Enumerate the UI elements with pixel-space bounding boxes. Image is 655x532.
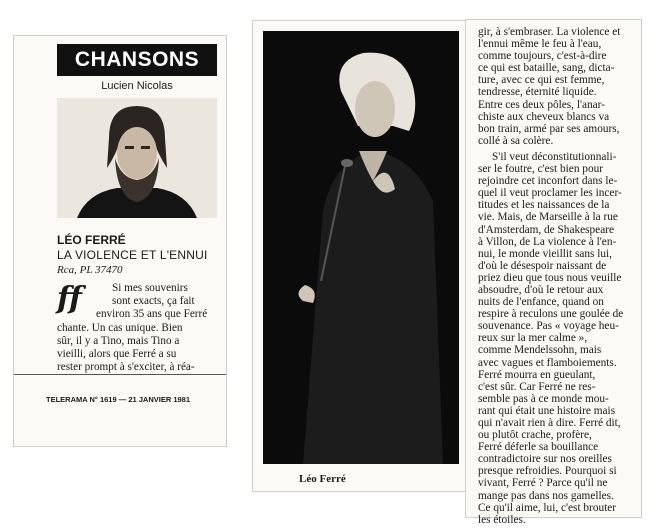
article-line: rant qui était une histoire mais <box>478 404 616 417</box>
review-line: environ 35 ans que Ferré <box>96 308 208 321</box>
rating-mark: ff <box>57 281 82 316</box>
article-line: qui n'avait rien à dire. Ferré dit, <box>478 417 621 429</box>
article-column <box>478 26 636 526</box>
photo-clipping <box>253 21 468 491</box>
article-line: ce qui est bataille, sang, dicta- <box>478 62 615 75</box>
article-line: semble pas à ce monde mou- <box>478 392 609 405</box>
article-line: vie. Mais, de Marseille à la rue <box>478 211 618 224</box>
article-line: titudes et les naissances de la <box>478 199 610 212</box>
article-line: comme Mendelssohn, mais <box>478 344 602 357</box>
article-line: nuits de l'enfance, quand on <box>478 296 604 309</box>
article-line: rejoindre cet inconfort dans le- <box>478 175 618 188</box>
section-title: CHANSONS <box>57 44 217 76</box>
artist-name: LÉO FERRÉ <box>57 233 126 247</box>
album-title: LA VIOLENCE ET L'ENNUI <box>57 248 208 262</box>
article-line: tendresse, éternité liquide. <box>478 86 597 99</box>
article-line: avec vagues et flamboiements. <box>478 356 617 369</box>
article-line: ser le foutre, c'est bien pour <box>478 163 603 176</box>
article-line: gir, à s'embraser. La violence et <box>478 26 621 38</box>
article-line: absoudre, d'où le retour aux <box>478 283 604 296</box>
singer-photo-icon <box>263 31 459 464</box>
article-line: à Villon, de La violence à l'en- <box>478 235 617 248</box>
article-line: S'il veut déconstitutionnali- <box>492 150 617 163</box>
article-line: mange pas dans nos gamelles. <box>478 489 614 502</box>
review-line: rester prompt à s'exciter, à réa- <box>57 361 195 374</box>
article-line: ou plutôt crache, profère, <box>478 429 592 442</box>
review-line: sont exacts, ça fait <box>112 295 195 308</box>
singer-photo <box>263 31 459 464</box>
portrait-photo-icon <box>57 98 217 218</box>
article-line: contradictoire sur nos oreilles <box>478 453 612 466</box>
article-line: collé à sa colère. <box>478 134 554 147</box>
review-text <box>57 282 220 374</box>
article-line: nui, le monde vieillit sans lui, <box>478 247 612 260</box>
review-line: sûr, il y a Tino, mais Tino a <box>57 334 180 347</box>
article-line: presque refroidies. Pourquoi si <box>478 465 617 478</box>
divider <box>14 374 226 375</box>
article-line: priez dieu que tous nous veuille <box>478 271 622 284</box>
article-line: chiste aux cheveux blancs va <box>478 110 610 123</box>
article-line: comme toujours, c'est-à-dire <box>478 50 607 63</box>
review-clipping <box>14 36 226 446</box>
article-line: l'ennui même le feu à l'eau, <box>478 38 602 51</box>
record-reference: Rca, PL 37470 <box>57 264 123 276</box>
article-line: Ferré déferle sa bouillance <box>478 441 599 454</box>
critic-portrait <box>57 98 217 218</box>
article-line: les étoiles. <box>478 513 526 526</box>
article-line: souvenance. Pas « voyage heu- <box>478 320 619 333</box>
article-line: Ce qu'il aime, lui, c'est brouter <box>478 501 617 514</box>
review-line: vieilli, alors que Ferré a su <box>57 348 177 361</box>
article-line: Entre ces deux pôles, l'anar- <box>478 98 605 111</box>
review-line: Si mes souvenirs <box>112 282 188 294</box>
article-line: vivant, Ferré ? Parce qu'il ne <box>478 477 608 490</box>
article-line: Ferré mourra en gueulant, <box>478 368 596 381</box>
article-line: ture, avec ce qui est femme, <box>478 74 605 87</box>
article-line: quel il veut proclamer les incer- <box>478 187 622 200</box>
source-line: TELERAMA N° 1619 — 21 JANVIER 1981 <box>46 395 191 404</box>
article-line: bon train, armé par ses amours, <box>478 122 620 135</box>
article-line: d'où le désespoir naissant de <box>478 259 607 272</box>
article-line: c'est sûr. Car Ferré ne res- <box>478 380 596 393</box>
review-line: chante. Un cas unique. Bien <box>57 321 183 334</box>
article-continuation <box>466 20 641 526</box>
article-line: reux sur la mer calme », <box>478 332 588 345</box>
article-line: respire à reculons une goulée de <box>478 308 624 321</box>
article-line: d'Amsterdam, de Shakespeare <box>478 223 614 236</box>
byline: Lucien Nicolas <box>101 80 173 92</box>
photo-caption: Léo Ferré <box>299 473 346 485</box>
